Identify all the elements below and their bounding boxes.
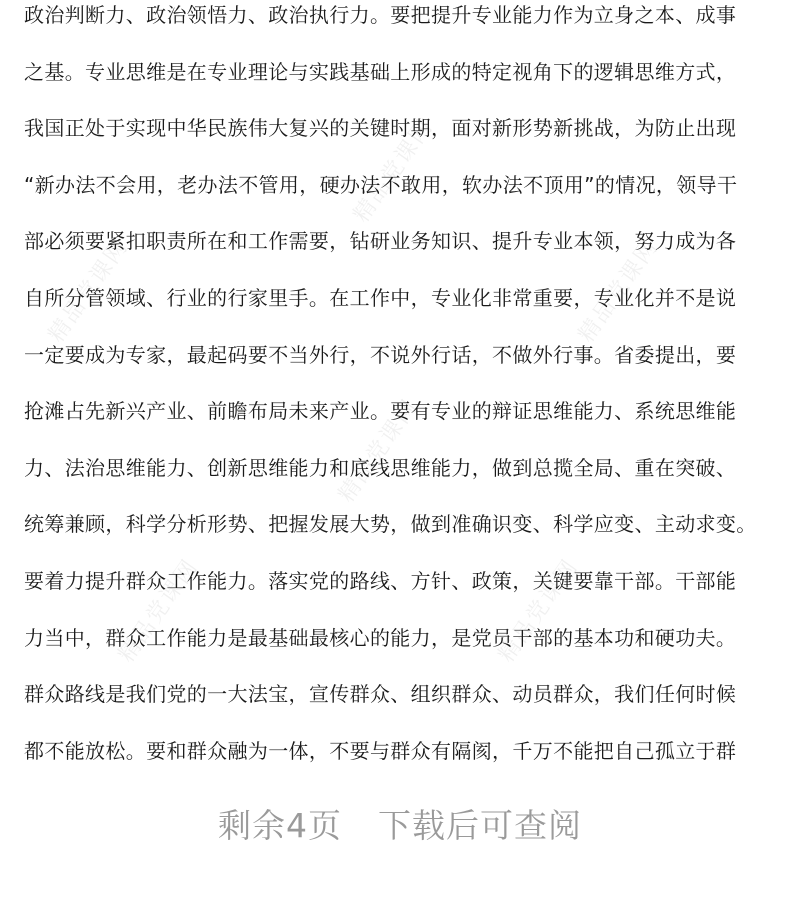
text-line: 力当中，群众工作能力是最基础最核心的能力，是党员干部的基本功和硬功夫。: [24, 625, 737, 650]
text-line: 之基。专业思维是在专业理论与实践基础上形成的特定视角下的逻辑思维方式，: [24, 59, 737, 84]
watermark: 精品党课网: [574, 234, 664, 348]
text-line: “新办法不会用，老办法不管用，硬办法不敢用，软办法不顶用”的情况，领导干: [24, 172, 738, 197]
text-line: 力、法治思维能力、创新思维能力和底线思维能力，做到总揽全局、重在突破、: [24, 455, 737, 480]
watermark: 精品党课网: [494, 554, 584, 668]
watermark: 精品党课网: [349, 114, 439, 228]
watermark: 精品党课网: [114, 554, 204, 668]
text-line: 抢滩占先新兴产业、前瞻布局未来产业。要有专业的辩证思维能力、系统思维能: [24, 399, 737, 424]
document-body: [24, 0, 784, 779]
text-line: 部必须要紧扣职责所在和工作需要，钻研业务知识、提升专业本领，努力成为各: [24, 229, 737, 254]
download-hint-label: 下载后可查阅: [378, 806, 582, 845]
text-line: 我国正处于实现中华民族伟大复兴的关键时期，面对新形势新挑战，为防止出现: [24, 116, 737, 141]
remaining-pages-label: 剩余4页: [218, 806, 342, 845]
text-line: 群众路线是我们党的一大法宝，宣传群众、组织群众、动员群众，我们任何时候: [24, 682, 737, 707]
watermark: 精品党课网: [334, 394, 424, 508]
text-line: 自所分管领域、行业的行家里手。在工作中，专业化非常重要，专业化并不是说: [24, 285, 737, 310]
text-line: 一定要成为专家，最起码要不当外行，不说外行话，不做外行事。省委提出，要: [24, 342, 737, 367]
download-prompt[interactable]: [0, 800, 800, 847]
text-line: 都不能放松。要和群众融为一体，不要与群众有隔阂，千万不能把自己孤立于群: [24, 738, 737, 763]
text-line: 要着力提升群众工作能力。落实党的路线、方针、政策，关键要靠干部。干部能: [24, 568, 737, 593]
text-line: 统筹兼顾，科学分析形势、把握发展大势，做到准确识变、科学应变、主动求变。: [24, 512, 757, 537]
text-line: 政治判断力、政治领悟力、政治执行力。要把提升专业能力作为立身之本、成事: [24, 3, 737, 27]
watermark: 精品党课网: [44, 234, 134, 348]
